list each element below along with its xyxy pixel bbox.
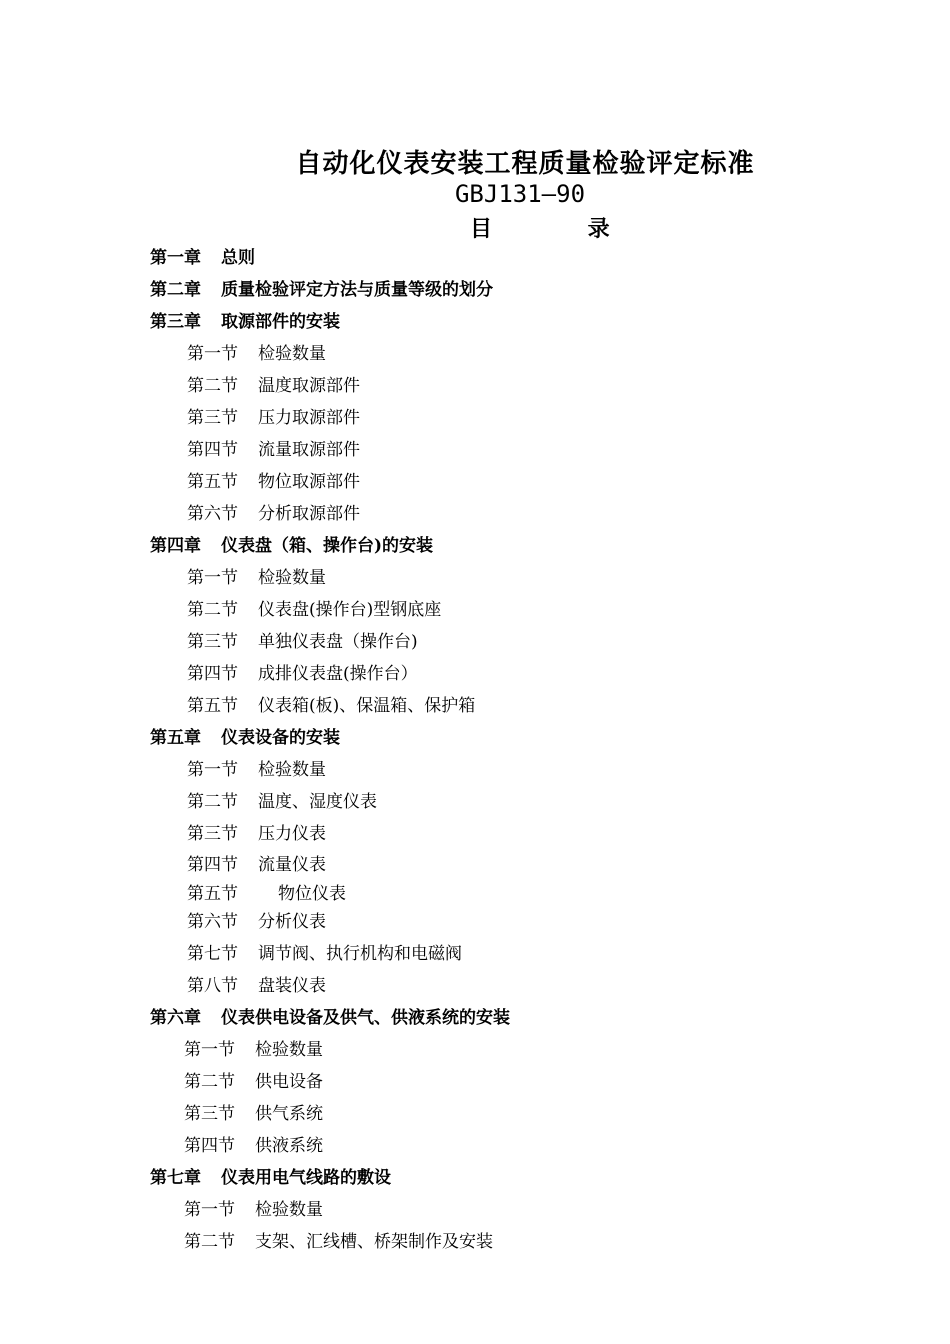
toc-entry-title: 流量仪表 [258,855,326,875]
toc-entry-number: 第五章 [150,728,201,748]
toc-chapter [150,1166,391,1190]
toc-entry-number: 第四节 [187,664,238,684]
toc-entry-number: 第四章 [150,536,201,556]
toc-entry-number: 第七章 [150,1168,201,1188]
toc-section [187,630,418,654]
toc-entry-title: 仪表供电设备及供气、供液系统的安装 [221,1008,510,1028]
toc-chapter [150,1006,510,1030]
toc-section [187,910,326,934]
toc-entry-title: 压力仪表 [258,824,326,844]
toc-entry-title: 成排仪表盘(操作台） [258,664,418,684]
toc-section [184,1070,323,1094]
toc-section [187,342,326,366]
toc-entry-title: 仪表用电气线路的敷设 [221,1168,391,1188]
toc-entry-number: 第二节 [187,376,238,396]
toc-entry-number: 第六节 [187,504,238,524]
toc-chapter [150,278,493,302]
toc-entry-number: 第二节 [187,600,238,620]
toc-entry-title: 物位仪表 [278,884,346,904]
toc-entry-number: 第八节 [187,976,238,996]
toc-section [187,438,360,462]
toc-chapter [150,246,255,270]
toc-entry-title: 供液系统 [255,1136,323,1156]
toc-entry-number: 第一节 [184,1200,235,1220]
toc-entry-number: 第六节 [187,912,238,932]
toc-section [187,853,326,877]
toc-entry-title: 单独仪表盘（操作台) [258,632,418,652]
toc-entry-number: 第五节 [187,696,238,716]
document-title: 自动化仪表安装工程质量检验评定标准 [295,149,755,179]
toc-section [184,1102,323,1126]
toc-entry-number: 第三节 [184,1104,235,1124]
toc-chapter [150,534,433,558]
toc-section [184,1230,493,1254]
toc-entry-number: 第一节 [187,760,238,780]
toc-section [187,822,326,846]
toc-section [184,1198,323,1222]
toc-section [187,790,377,814]
toc-entry-number: 第五节 [187,472,238,492]
toc-entry-title: 盘装仪表 [258,976,326,996]
toc-entry-number: 第三节 [187,408,238,428]
toc-entry-title: 总则 [221,248,255,268]
toc-entry-number: 第二节 [184,1072,235,1092]
toc-entry-title: 取源部件的安装 [221,312,340,332]
toc-chapter [150,310,340,334]
toc-entry-title: 分析取源部件 [258,504,360,524]
toc-section [187,942,462,966]
toc-entry-title: 供电设备 [255,1072,323,1092]
toc-entry-number: 第二章 [150,280,201,300]
standard-code: GBJ131—90 [454,180,586,208]
toc-entry-title: 仪表设备的安装 [221,728,340,748]
toc-section [187,470,360,494]
toc-entry-number: 第一章 [150,248,201,268]
toc-entry-title: 供气系统 [255,1104,323,1124]
toc-entry-title: 物位取源部件 [258,472,360,492]
toc-chapter [150,726,340,750]
toc-entry-title: 支架、汇线槽、桥架制作及安装 [255,1232,493,1252]
toc-entry-number: 第四节 [187,440,238,460]
toc-section [187,694,475,718]
toc-section [187,758,326,782]
toc-entry-number: 第二节 [184,1232,235,1252]
toc-section [187,662,418,686]
toc-section [187,566,326,590]
toc-entry-number: 第四节 [184,1136,235,1156]
toc-section [187,882,346,906]
toc-entry-title: 检验数量 [258,344,326,364]
toc-entry-number: 第七节 [187,944,238,964]
toc-entry-number: 第三节 [187,632,238,652]
toc-entry-number: 第一节 [187,344,238,364]
toc-entry-title: 检验数量 [255,1040,323,1060]
toc-section [187,406,360,430]
toc-entry-title: 仪表箱(板)、保温箱、保护箱 [258,696,476,716]
toc-entry-title: 检验数量 [255,1200,323,1220]
toc-entry-number: 第五节 [187,884,238,904]
toc-entry-title: 压力取源部件 [258,408,360,428]
toc-entry-title: 仪表盘（箱、操作台)的安装 [221,536,434,556]
toc-entry-title: 温度、湿度仪表 [258,792,377,812]
toc-section [187,598,441,622]
toc-section [184,1038,323,1062]
toc-entry-title: 检验数量 [258,568,326,588]
toc-section [187,374,360,398]
toc-entry-number: 第二节 [187,792,238,812]
toc-entry-title: 质量检验评定方法与质量等级的划分 [221,280,493,300]
toc-section [187,502,360,526]
toc-entry-title: 流量取源部件 [258,440,360,460]
toc-section [184,1134,323,1158]
toc-entry-number: 第一节 [187,568,238,588]
toc-entry-title: 仪表盘(操作台)型钢底座 [258,600,442,620]
toc-entry-title: 调节阀、执行机构和电磁阀 [258,944,462,964]
toc-entry-title: 温度取源部件 [258,376,360,396]
toc-entry-title: 检验数量 [258,760,326,780]
toc-entry-title: 分析仪表 [258,912,326,932]
toc-entry-number: 第四节 [187,855,238,875]
toc-entry-number: 第一节 [184,1040,235,1060]
toc-entry-number: 第三章 [150,312,201,332]
toc-entry-number: 第六章 [150,1008,201,1028]
toc-entry-number: 第三节 [187,824,238,844]
toc-section [187,974,326,998]
toc-heading: 目 录 [470,216,654,242]
